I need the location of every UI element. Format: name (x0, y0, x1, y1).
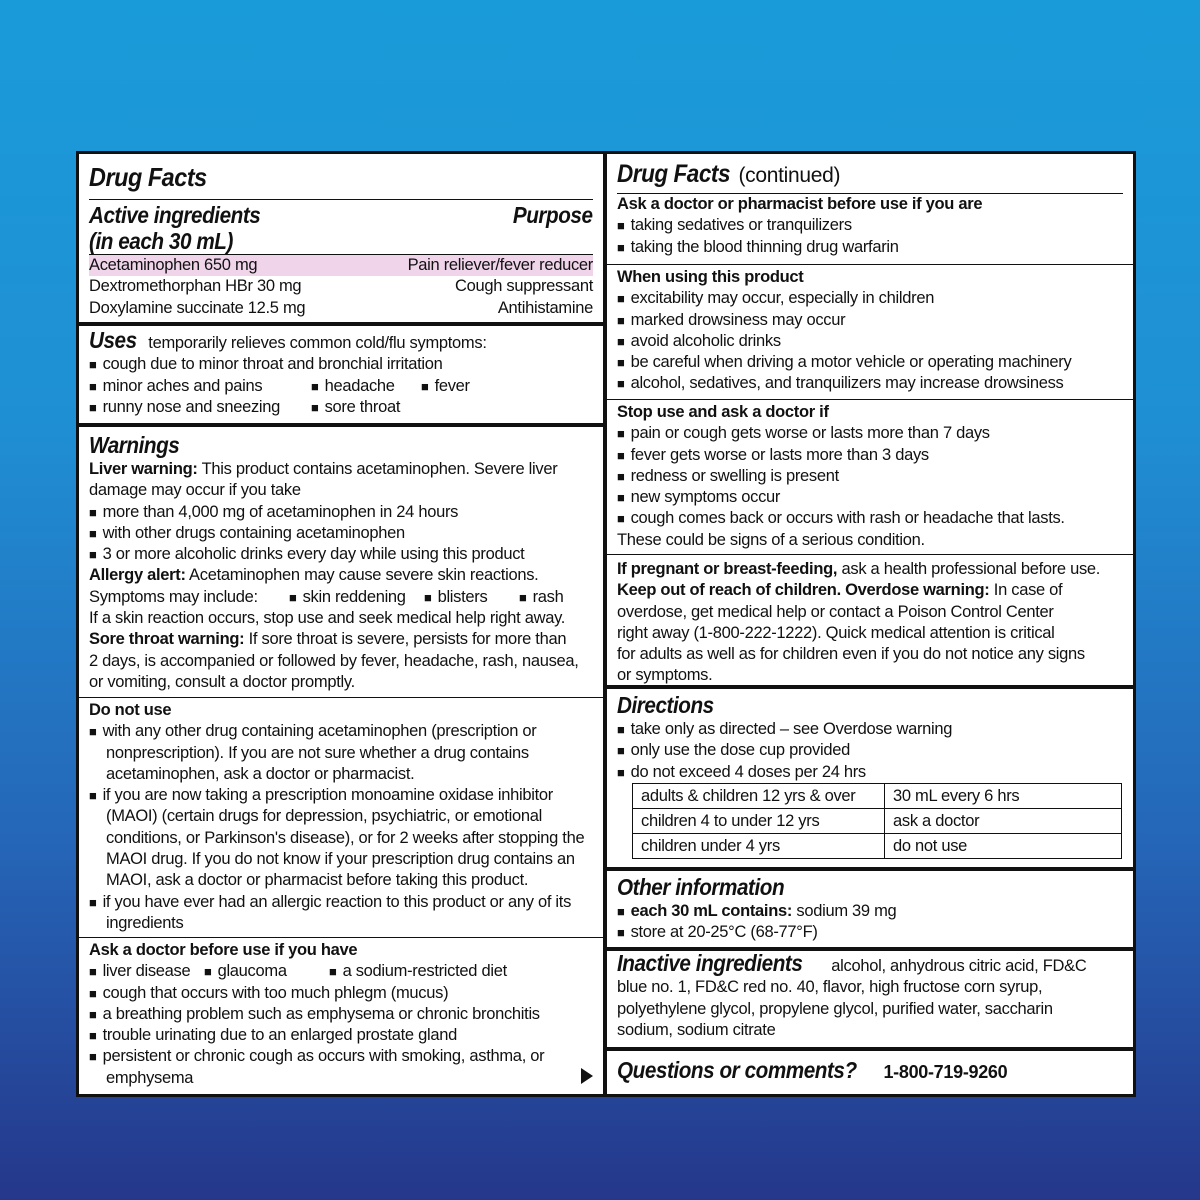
left-column (79, 154, 607, 1094)
purpose-heading: Purpose (513, 202, 593, 228)
uses-section: Uses temporarily relieves common cold/flu symptoms: ■ cough due to minor throat and bronchial irritation ■ minor aches and pains ■ headache ■ fever ■ runny nose and sneezing ■ sore throat (79, 326, 603, 427)
ask-pharmacist-section: Drug Facts (continued) Ask a doctor or pharmacist before use if you are ■ taking sedatives or tranquilizers ■ taking the blood thinning drug warfarin (607, 154, 1133, 265)
directions-heading: Directions (617, 692, 714, 718)
right-column (607, 154, 1133, 1094)
active-ingredients-heading: Active ingredients (89, 202, 261, 228)
drug-facts-label (76, 151, 1136, 1097)
questions-heading: Questions or comments? (617, 1057, 857, 1083)
continue-arrow-icon (581, 1068, 593, 1084)
inactive-ingredients-heading: Inactive ingredients (617, 950, 803, 976)
ask-doctor-section: Ask a doctor before use if you have ■ liver disease ■ glaucoma ■ a sodium-restricted diet ■ cough that occurs with too much phlegm (mucus) ■ a breathing problem such as emphysema or chronic bronchitis ■ trouble urinating due to an enlarged prostate gland ■ persistent or chronic cough as occurs with smoking, asthma, or emphysema (79, 937, 603, 1087)
pregnancy-overdose-section: If pregnant or breast-feeding, ask a health professional before use. Keep out of reach of children. Overdose warning: In case of overdose, get medical help or contact a Poison Control Center right away (1-800-222-1222). Quick medical attention is critical for adults as well as for children even if you do not notice any signs or symptoms. (607, 555, 1133, 689)
other-information-section: Other information ■ each 30 mL contains: sodium 39 mg ■ store at 20-25°C (68-77°F) (607, 871, 1133, 951)
ingredient-row: Doxylamine succinate 12.5 mg Antihistamine (89, 298, 593, 317)
ask-doctor-heading: Ask a doctor before use if you have (89, 941, 358, 959)
active-ingredients-section (79, 154, 603, 326)
warnings-section: Warnings Liver warning: This product contains acetaminophen. Severe liver damage may occur if you take ■ more than 4,000 mg of acetaminophen in 24 hours ■ with other drugs containing acetaminophen ■ 3 or more alcoholic drinks every day while using this product Allergy alert: Acetaminophen may cause severe skin reactions. Symptoms may include: ■ skin reddening ■ blisters ■ rash If a skin reaction occurs, stop use and seek medical help right away. Sore throat warning: If sore throat is severe, persists for more than 2 days, is accompanied or followed by fever, headache, rash, nausea, or vomiting, consult a doctor promptly. (79, 427, 603, 697)
do-not-use-heading: Do not use (89, 701, 172, 719)
drug-facts-continued-title: Drug Facts (617, 160, 731, 188)
uses-bullet: ■ cough due to minor throat and bronchial irritation (89, 354, 593, 375)
drug-facts-title: Drug Facts (89, 162, 207, 192)
warnings-heading: Warnings (89, 432, 180, 458)
uses-heading: Uses (89, 327, 137, 353)
ingredient-row: Acetaminophen 650 mg Pain reliever/fever reducer (89, 254, 593, 276)
table-row: children 4 to under 12 yrs ask a doctor (633, 808, 1122, 833)
questions-section (607, 1051, 1133, 1094)
table-row: adults & children 12 yrs & over 30 mL every 6 hrs (633, 783, 1122, 808)
inactive-ingredients-section: Inactive ingredients alcohol, anhydrous citric acid, FD&C blue no. 1, FD&C red no. 40, flavor, high fructose corn syrup, polyethylene glycol, propylene glycol, purified water, saccharin sodium, sodium citrate (607, 951, 1133, 1051)
active-ingredients-subheading: (in each 30 mL) (89, 228, 233, 254)
when-using-section: When using this product ■ excitability may occur, especially in children ■ marked drowsiness may occur ■ avoid alcoholic drinks ■ be careful when driving a motor vehicle or operating machinery ■ alcohol, sedatives, and tranquilizers may increase drowsiness (607, 265, 1133, 400)
directions-section: Directions ■ take only as directed – see Overdose warning ■ only use the dose cup provided ■ do not exceed 4 doses per 24 hrs adults & children 12 yrs & over 30 mL every 6 hrs children 4 to under 12 yrs ask a doctor children under 4 yrs do not use (607, 689, 1133, 871)
ingredient-row: Dextromethorphan HBr 30 mg Cough suppressant (89, 277, 593, 296)
stop-use-section: Stop use and ask a doctor if ■ pain or cough gets worse or lasts more than 7 days ■ fever gets worse or lasts more than 3 days ■ redness or swelling is present ■ new symptoms occur ■ cough comes back or occurs with rash or headache that lasts. These could be signs of a serious condition. (607, 400, 1133, 555)
dosage-table (632, 783, 1122, 859)
other-information-heading: Other information (617, 874, 785, 900)
do-not-use-section: Do not use ■ with any other drug containing acetaminophen (prescription or nonprescription). If you are not sure whether a drug contains acetaminophen, ask a doctor or pharmacist. ■ if you are now taking a prescription monoamine oxidase inhibitor (MAOI) (certain drugs for depression, psychiatric, or emotional conditions, or Parkinson's disease), or for 2 weeks after stopping the MAOI drug. If you do not know if your prescription drug contains an MAOI, ask a doctor or pharmacist before taking this product. ■ if you have ever had an allergic reaction to this product or any of its ingredients (79, 697, 603, 937)
questions-phone: 1-800-719-9260 (883, 1062, 1008, 1082)
table-row: children under 4 yrs do not use (633, 833, 1122, 858)
